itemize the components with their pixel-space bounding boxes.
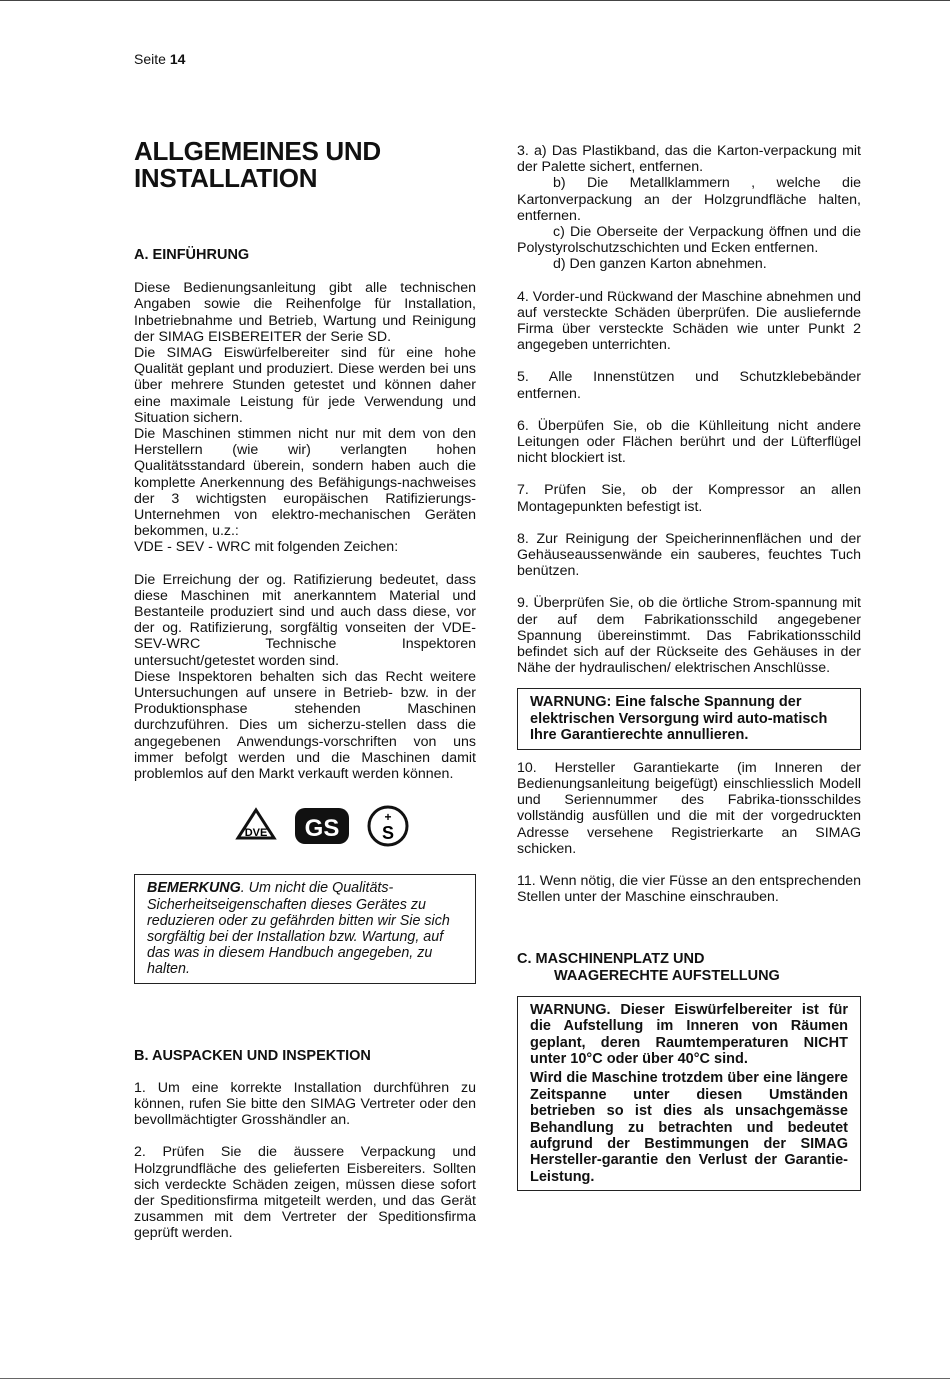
certification-logos <box>168 804 476 848</box>
section-a-p3: Die Maschinen stimmen nicht nur mit dem von den Herstellern (wie wir) verlangten hohen Qualitätsstandard überein, sondern haben auch die komplette Anerkennung des Befähigungs-nachweises der 3 wichtigsten europäischen Ratifizierungs-Unternehmen von elektro-mechanischen Geräten bekommen, u.z.: <box>134 426 476 540</box>
item-8: 8. Zur Reinigung der Speicherinnenflächen und der Gehäuseaussenwände ein sauberes, feuchtes Tuch benützen. <box>517 530 861 580</box>
right-column <box>517 143 861 1191</box>
section-a-p4: VDE - SEV - WRC mit folgenden Zeichen: <box>134 539 399 556</box>
item-3a: 3. a) Das Plastikband, das die Karton-verpackung mit der Palette sichert, entfernen. <box>517 143 861 176</box>
item-7: 7. Prüfen Sie, ob der Kompressor an allen Montagepunkten befestigt ist. <box>517 482 861 515</box>
voltage-warning-box <box>517 688 861 749</box>
gs-logo-icon <box>292 804 352 848</box>
note-text: . Um nicht die Qualitäts- Sicherheitseigenschaften dieses Gerätes zu reduzieren oder zu gefährden bitten wir Sie sich sorgfältig bei der Installation bzw. Wartung, auf das was in diesem Handbuch angegeben, zu halten. <box>147 880 450 978</box>
location-warning-p1: WARNUNG. Dieser Eiswürfelbereiter ist für die Aufstellung im Inneren von Räumen geplant, deren Raumtemperaturen NICHT unter 10°C oder über 40°C sind. <box>530 1001 848 1067</box>
item-3c: c) Die Oberseite der Verpackung öffnen und die Polystyrolschutzschichten und Ecken entfernen. <box>517 224 861 257</box>
item-3b: b) Die Metallklammern , welche die Kartonverpackung an der Holzgrundfläche halten, entfernen. <box>517 175 861 224</box>
page-title <box>134 138 476 192</box>
svg-text:GS: GS <box>304 815 340 843</box>
section-b-item-1: 1. Um eine korrekte Installation durchführen zu können, rufen Sie bitte den SIMAG Vertreter oder den bevollmächtigter Grosshändler an. <box>134 1079 476 1129</box>
item-3d: d) Den ganzen Karton abnehmen. <box>553 256 767 273</box>
svg-text:DVE: DVE <box>244 827 268 840</box>
top-rule <box>0 0 950 1</box>
section-a-p2: Die SIMAG Eiswürfelbereiter sind für eine hohe Qualität geplant und produziert. Diese werden bei uns über mehrere Stunden getestet und können daher eine maximale Leistung für jede Verwendung und Situation sichern. <box>134 345 476 426</box>
title-line-2: INSTALLATION <box>134 163 318 193</box>
section-a-p5: Die Erreichung der og. Ratifizierung bedeutet, dass diese Maschinen mit anerkanntem Material und Bestanteile produziert sind und auch dass diese, vor der og. Ratifizierung, sorgfältig vonseiten der VDE-SEV-WRC Technische Inspektoren untersucht/getestet worden sind. <box>134 571 476 669</box>
vde-logo-icon <box>234 804 278 848</box>
section-a-heading: A. EINFÜHRUNG <box>134 247 250 263</box>
item-9: 9. Überprüfen Sie, ob die örtliche Strom-spannung mit der auf dem Fabrikationsschild angegebener Spannung übereinstimmt. Das Fabrikationsschild befindet sich auf der Rückseite des Gehäuses in der Nähe der hydraulischen/ elektrischen Anschlüsse. <box>517 595 861 677</box>
item-4: 4. Vorder-und Rückwand der Maschine abnehmen und auf versteckte Schäden überprüfen. Die ausliefernde Firma über versteckte Schäden wie unter Punkt 2 angegeben unterrichten. <box>517 288 861 354</box>
section-c-heading: C. MASCHINENPLATZ UND WAAGERECHTE AUFSTELLUNG <box>517 951 780 984</box>
item-10: 10. Hersteller Garantiekarte (im Inneren der Bedienungsanleitung beigefügt) einschliesslich Modell und Seriennummer des Fabrika-tionsschildes vollständig ausfüllen und die mit der vorgedruckten Adresse versehene Registrierkarte an SIMAG schicken. <box>517 759 861 857</box>
bottom-rule <box>0 1378 950 1379</box>
section-b-item-2: 2. Prüfen Sie die äussere Verpackung und Holzgrundfläche des gelieferten Eisbereiters. Sollten sich verdeckte Schäden zeigen, müssen diese sofort der Speditionsfirma mitgeteilt werden, und das Gerät zusammen mit dem Vertreter der Speditionsfirma geprüft werden. <box>134 1144 476 1242</box>
voltage-warning-text: WARNUNG: Eine falsche Spannung der elektrischen Versorgung wird auto-matisch Ihre Garantierechte annullieren. <box>530 694 828 744</box>
page-number: Seite 14 <box>134 51 186 67</box>
title-line-1: ALLGEMEINES UND <box>134 136 381 166</box>
section-a-p6: Diese Inspektoren behalten sich das Recht weitere Untersuchungen auf unsere in Betrieb- bzw. in der Produktionsphase stehenden Maschinen durchzuführen. Dies um sicherzu-stellen dass die angegebenen Anwendungs-vorschriften von uns immer befolgt werden und die Maschinen damit problemlos auf den Markt verkauft werden können. <box>134 668 476 783</box>
sev-logo-icon <box>366 804 410 848</box>
left-column <box>134 138 476 1242</box>
section-a-p1: Diese Bedienungsanleitung gibt alle technischen Angaben sowie die Reihenfolge für Installation, Inbetriebnahme und Betrieb, Wartung und Reinigung der SIMAG EISBEREITER der Serie SD. <box>134 280 476 345</box>
item-11: 11. Wenn nötig, die vier Füsse an den entsprechenden Stellen unter der Maschine einschrauben. <box>517 872 861 906</box>
item-6: 6. Überpüfen Sie, ob die Kühlleitung nicht andere Leitungen oder Flächen berührt und der Lüfterflügel nicht blockiert ist. <box>517 417 861 467</box>
note-box <box>134 874 476 983</box>
svg-text:+: + <box>384 810 392 825</box>
location-warning-p2: Wird die Maschine trotzdem über eine längere Zeitspanne unter diesen Umständen betrieben so ist dies als unsachgemässe Behandlung zu betrachten und bedeutet aufgrund der Bestimmungen der SIMAG Hersteller-garantie den Verlust der Garantie-Leistung. <box>530 1070 848 1185</box>
note-label: BEMERKUNG <box>147 880 241 897</box>
section-b-heading: B. AUSPACKEN UND INSPEKTION <box>134 1047 371 1064</box>
location-warning-box <box>517 996 861 1191</box>
item-5: 5. Alle Innenstützen und Schutzklebebänder entfernen. <box>517 369 861 402</box>
svg-text:S: S <box>381 823 395 844</box>
